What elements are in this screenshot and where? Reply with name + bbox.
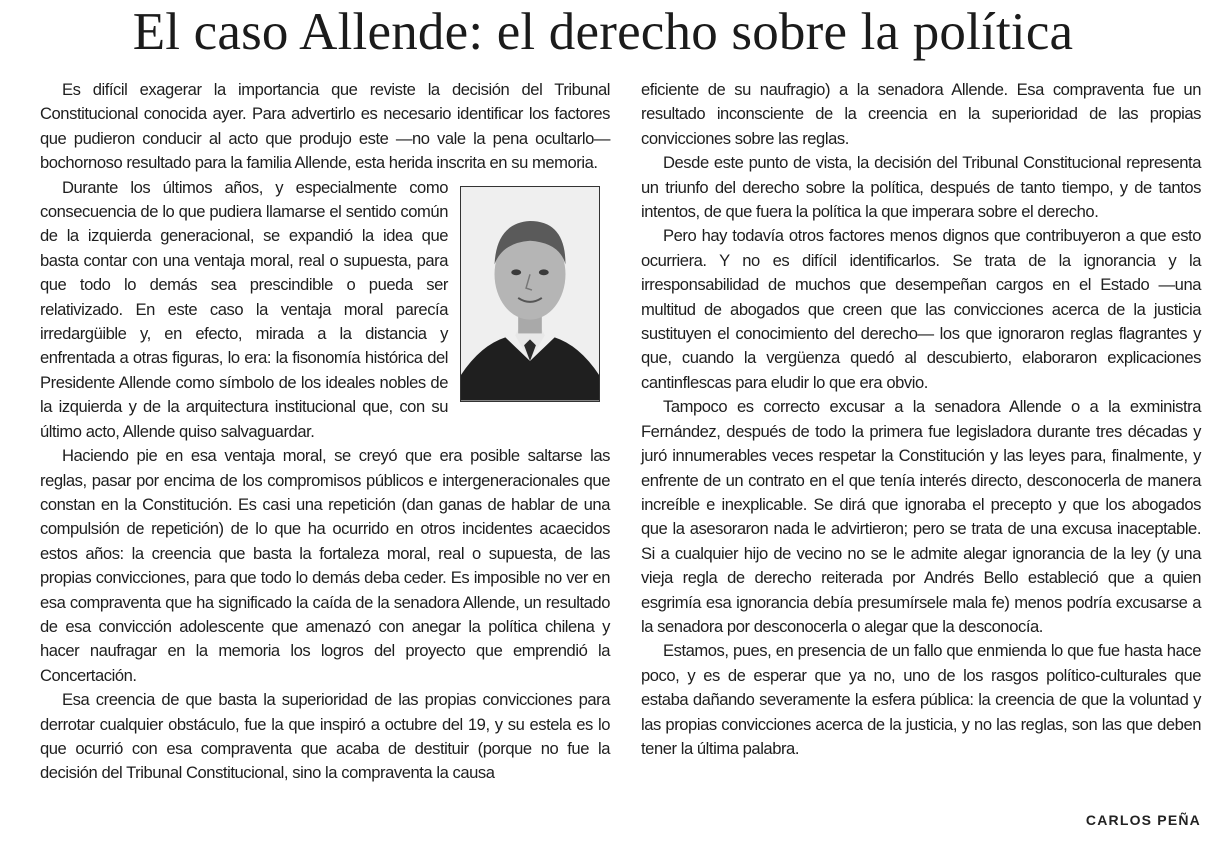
paragraph-text: Es difícil exagerar la importancia que reviste la decisión del Tribunal Constitucional conocida ayer. Para advertirlo es necesario identificar los factores que pudieron conducir al acto que produjo este —no vale la pena ocultarlo— bochornoso resultado para la familia Allende, esta herida inscrita en su memoria. [40,80,610,173]
article-headline: El caso Allende: el derecho sobre la política [132,3,1074,61]
paragraph-text: Desde este punto de vista, la decisión del Tribunal Constitucional representa un triunfo del derecho sobre la política, después de tanto tiempo, y de tantos intentos, de que fuera la política la que imperara sobre el derecho. [641,153,1201,222]
paragraph-text: Pero hay todavía otros factores menos dignos que contribuyeron a que esto ocurriera. Y no es difícil identificarlos. Se trata de la ignorancia y la irresponsabilidad de muchos que desempeñan cargos en el Estado —una multitud de abogados que creen que las convicciones acerca de la justicia sustituyen el conocimiento del derecho— los que ignoraron reglas flagrantes y que, cuando la vergüenza quedó al descubierto, elaboraron explicaciones cantinflescas para eludir lo que era obvio. [641,226,1201,392]
article-paragraph-4 [40,688,610,786]
article-paragraph-7 [641,224,1201,395]
author-byline: CARLOS PEÑA [1085,812,1201,828]
paragraph-text: eficiente de su naufragio) a la senadora Allende. Esa compraventa fue un resultado inconsciente de la creencia en la superioridad de las propias convicciones sobre las reglas. [641,80,1201,148]
article-paragraph-3 [40,444,610,688]
paragraph-text: Estamos, pues, en presencia de un fallo que enmienda lo que fue hasta hace poco, y es de esperar que ya no, uno de los rasgos político-culturales que estaba dañando severamente la esfera pública: la creencia de que la voluntad y las propias convicciones acerca de la justicia, y no las reglas, son las que deben tener la última palabra. [641,641,1201,758]
paragraph-text: Tampoco es correcto excusar a la senadora Allende o a la exministra Fernández, después de todo la primera fue legisladora durante tres décadas y juró innumerables veces respetar la Constitución y las leyes para, finalmente, y enfrente de un contrato en el que tenía interés directo, desconocerla de manera increíble e inexplicable. Se dirá que ignoraba el precepto y que los abogados que la asesoraron nada le advirtieron; pero se trata de una excusa inaceptable. Si a cualquier hijo de vecino no se le admite alegar ignorancia de la ley (y una vieja regla de derecho reiterada por Andrés Bello estableció que a quien esgrimía esa ignorancia debía presumírsele mala fe) menos podría excusarse a la senadora por desconocerla o alegar que la desconocía. [641,397,1201,636]
author-portrait-photo [460,186,600,402]
article-paragraph-5 [641,78,1201,151]
article-column-right [641,78,1201,761]
article-paragraph-1 [40,78,610,176]
article-paragraph-9 [641,639,1201,761]
article-paragraph-6 [641,151,1201,224]
paragraph-text: Esa creencia de que basta la superioridad de las propias convicciones para derrotar cualquier obstáculo, fue la que inspiró a octubre del 19, y su estela es lo que ocurrió con esa compraventa que acaba de destituir (porque no fue la decisión del Tribunal Constitucional, sino la compraventa la causa [40,690,610,783]
paragraph-text: Haciendo pie en esa ventaja moral, se creyó que era posible saltarse las reglas, pasar por encima de los compromisos públicos e intergeneracionales que constan en la Constitución. Es casi una repetición (dan ganas de hablar de una compulsión de repetición) de lo que ha ocurrido en otros incidentes acaecidos estos años: la creencia que basta la fortaleza moral, real o supuesta, de las propias convicciones, para que todo lo demás deba ceder. Es imposible no ver en esa compraventa que ha significado la caída de la senadora Allende, un resultado de esa convicción adolescente que amenazó con anegar la política chilena y hacer naufragar en la memoria los logros del proyecto que emprendió la Concertación. [40,446,610,685]
article-column-left [40,78,610,786]
portrait-illustration [461,187,599,401]
article-paragraph-8 [641,395,1201,639]
paragraph-text: Durante los últimos años, y especialmente como consecuencia de lo que pudiera llamarse el sentido común de la izquierda generacional, se expandió la idea que basta contar con una ventaja moral, real o supuesta, para que todo lo demás sea prescindible o pueda ser relativizado. En este caso la ventaja moral parecía irredargüible y, en efecto, mirada a la distancia y enfrentada a otras figuras, lo era: la fisonomía histórica del Presidente Allende como símbolo de los ideales nobles de la izquierda y de la arquitectura institucional que, con su último acto, Allende quiso salvaguardar. [40,177,448,441]
